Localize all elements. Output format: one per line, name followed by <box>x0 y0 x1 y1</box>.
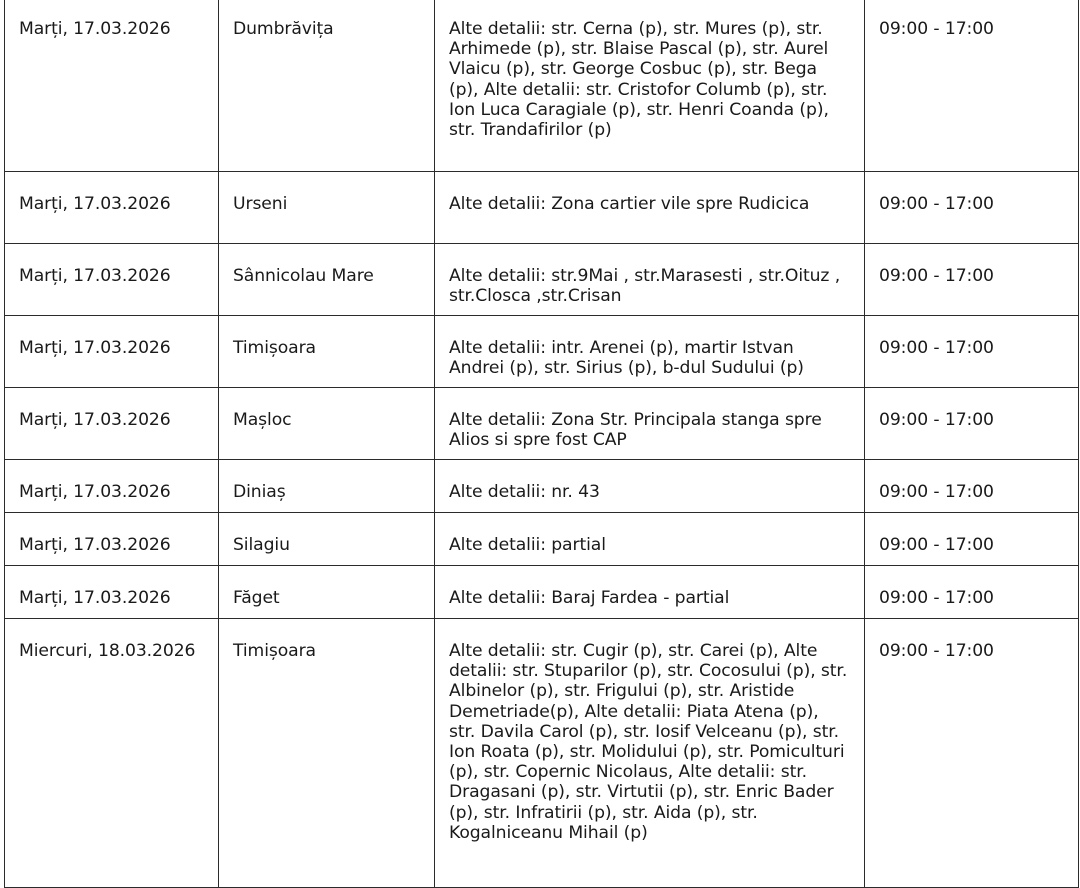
time-interval-cell: 09:00 - 17:00 <box>865 619 1079 888</box>
table-row <box>5 460 1079 513</box>
table-row <box>5 513 1079 566</box>
table-row <box>5 0 1079 172</box>
time-interval-cell: 09:00 - 17:00 <box>865 244 1079 316</box>
location-cell: Urseni <box>219 172 435 244</box>
location-cell: Silagiu <box>219 513 435 566</box>
details-cell: Alte detalii: str. Cerna (p), str. Mures (p), str. Arhimede (p), str. Blaise Pascal (p), str. Aurel Vlaicu (p), str. George Cosbuc (p), str. Bega (p), Alte detalii: str. Cristofor Columb (p), str. Ion Luca Caragiale (p), str. Henri Coanda (p), str. Trandafirilor (p) <box>435 0 865 172</box>
details-cell: Alte detalii: intr. Arenei (p), martir Istvan Andrei (p), str. Sirius (p), b-dul Sudului (p) <box>435 316 865 388</box>
time-interval-cell: 09:00 - 17:00 <box>865 316 1079 388</box>
details-cell: Alte detalii: Baraj Fardea - partial <box>435 566 865 619</box>
location-cell: Mașloc <box>219 388 435 460</box>
location-cell: Timișoara <box>219 316 435 388</box>
location-cell: Timișoara <box>219 619 435 888</box>
date-cell: Miercuri, 18.03.2026 <box>5 619 219 888</box>
date-cell: Marți, 17.03.2026 <box>5 172 219 244</box>
time-interval-cell: 09:00 - 17:00 <box>865 513 1079 566</box>
time-interval-cell: 09:00 - 17:00 <box>865 460 1079 513</box>
time-interval-cell: 09:00 - 17:00 <box>865 0 1079 172</box>
date-cell: Marți, 17.03.2026 <box>5 244 219 316</box>
outage-schedule-table <box>4 0 1079 888</box>
location-cell: Dumbrăvița <box>219 0 435 172</box>
details-cell: Alte detalii: Zona Str. Principala stanga spre Alios si spre fost CAP <box>435 388 865 460</box>
date-cell: Marți, 17.03.2026 <box>5 316 219 388</box>
table-row <box>5 566 1079 619</box>
location-cell: Diniaș <box>219 460 435 513</box>
date-cell: Marți, 17.03.2026 <box>5 566 219 619</box>
time-interval-cell: 09:00 - 17:00 <box>865 566 1079 619</box>
date-cell: Marți, 17.03.2026 <box>5 0 219 172</box>
table-row <box>5 172 1079 244</box>
details-cell: Alte detalii: str. Cugir (p), str. Carei (p), Alte detalii: str. Stuparilor (p), str. Cocosului (p), str. Albinelor (p), str. Frigului (p), str. Aristide Demetriade(p), Alte detalii: Piata Atena (p), str. Davila Carol (p), str. Iosif Velceanu (p), str. Ion Roata (p), str. Molidului (p), str. Pomiculturi (p), str. Copernic Nicolaus, Alte detalii: str. Dragasani (p), str. Virtutii (p), str. Enric Bader (p), str. Infratirii (p), str. Aida (p), str. Kogalniceanu Mihail (p) <box>435 619 865 888</box>
details-cell: Alte detalii: nr. 43 <box>435 460 865 513</box>
date-cell: Marți, 17.03.2026 <box>5 460 219 513</box>
table-row <box>5 388 1079 460</box>
location-cell: Sânnicolau Mare <box>219 244 435 316</box>
table-row <box>5 316 1079 388</box>
date-cell: Marți, 17.03.2026 <box>5 388 219 460</box>
time-interval-cell: 09:00 - 17:00 <box>865 172 1079 244</box>
details-cell: Alte detalii: Zona cartier vile spre Rudicica <box>435 172 865 244</box>
location-cell: Făget <box>219 566 435 619</box>
table-row <box>5 619 1079 888</box>
details-cell: Alte detalii: partial <box>435 513 865 566</box>
table-row <box>5 244 1079 316</box>
time-interval-cell: 09:00 - 17:00 <box>865 388 1079 460</box>
date-cell: Marți, 17.03.2026 <box>5 513 219 566</box>
details-cell: Alte detalii: str.9Mai , str.Marasesti , str.Oituz , str.Closca ,str.Crisan <box>435 244 865 316</box>
